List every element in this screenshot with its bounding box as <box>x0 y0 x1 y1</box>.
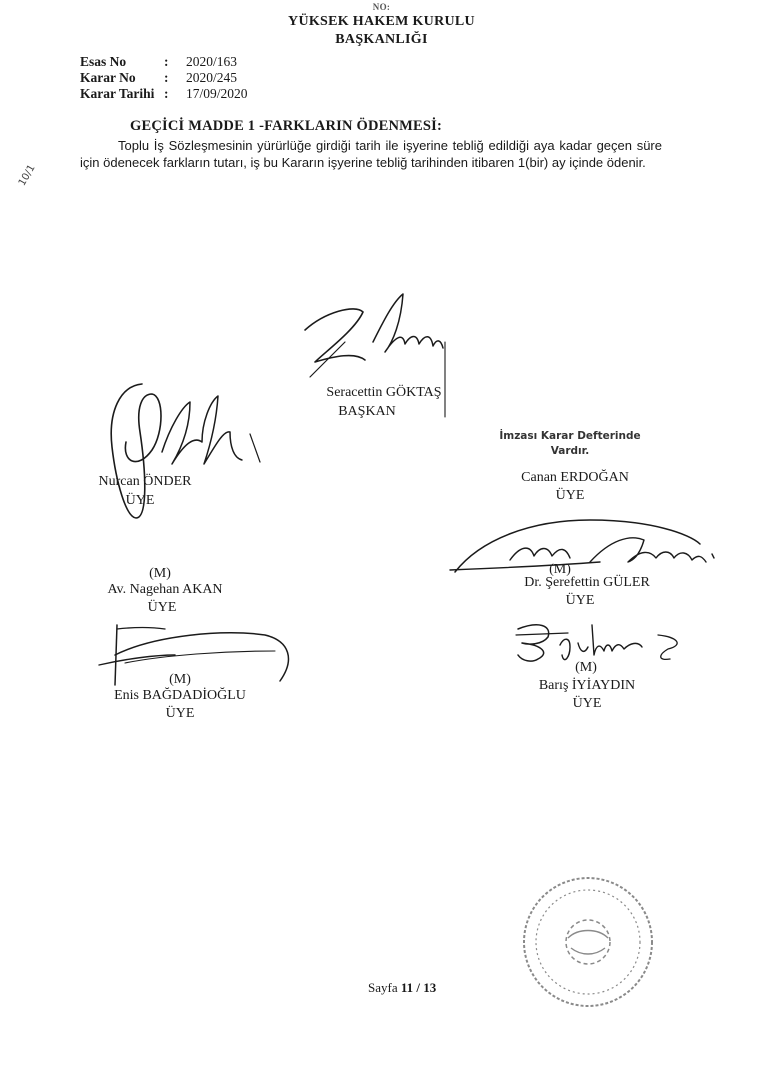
meta-row-karar: Karar No : 2020/245 <box>80 70 238 85</box>
meta-row-tarih: Karar Tarihi : 17/09/2020 <box>80 86 248 101</box>
chair-name: Seracettin GÖKTAŞ <box>326 385 442 400</box>
iyiaydin-mark: (M) <box>575 660 597 675</box>
karar-tarihi-value: 17/09/2020 <box>186 86 248 101</box>
onder-name: Nurcan ÖNDER <box>98 474 192 489</box>
signature-note-2: Vardır. <box>550 445 590 457</box>
margin-note: 10/1 <box>16 163 38 188</box>
bagdadioglu-mark: (M) <box>169 672 191 687</box>
page-label: Sayfa <box>368 980 398 995</box>
page-separator: / <box>416 980 421 995</box>
chair-signature <box>285 282 455 422</box>
article-body: Toplu İş Sözleşmesinin yürürlüğe girdiği tarih ile işyerine tebliğ edildiği aya kadar geçen süre için ödenecek farkların tutarı, iş bu Kararın işyerine tebliğ tarihinden itibaren 1(bir) ay içinde ödenir. <box>80 138 662 170</box>
bagdadioglu-name: Enis BAĞDADİOĞLU <box>114 688 246 703</box>
guler-mark: (M) <box>549 562 571 577</box>
official-seal <box>513 872 663 1012</box>
iyiaydin-role: ÜYE <box>572 696 602 711</box>
signature-note: İmzası Karar Defterinde <box>499 430 641 442</box>
akan-role: ÜYE <box>147 600 177 615</box>
akan-mark: (M) <box>149 566 171 581</box>
institution-title: YÜKSEK HAKEM KURULU <box>288 14 475 29</box>
onder-role: ÜYE <box>125 493 155 508</box>
page-total: 13 <box>423 980 437 995</box>
akan-name: Av. Nagehan AKAN <box>107 582 223 597</box>
case-meta <box>80 54 248 102</box>
iyiaydin-name: Barış İYİAYDIN <box>538 678 636 693</box>
erdogan-role: ÜYE <box>555 488 585 503</box>
guler-role: ÜYE <box>565 593 595 608</box>
esas-no-value: 2020/163 <box>186 54 238 69</box>
bagdadioglu-role: ÜYE <box>165 706 195 721</box>
institution-subtitle: BAŞKANLIĞI <box>335 32 428 47</box>
guler-name: Dr. Şerefettin GÜLER <box>524 575 650 590</box>
article-title: GEÇİCİ MADDE 1 -FARKLARIN ÖDENMESİ: <box>130 118 443 134</box>
chair-role: BAŞKAN <box>338 404 396 419</box>
karar-no-value: 2020/245 <box>186 70 238 85</box>
page-current: 11 <box>400 980 414 995</box>
erdogan-name: Canan ERDOĞAN <box>521 470 629 485</box>
header-top-fragment: NO: <box>372 2 391 12</box>
page-number <box>368 980 436 996</box>
meta-row-esas: Esas No : 2020/163 <box>80 54 238 69</box>
